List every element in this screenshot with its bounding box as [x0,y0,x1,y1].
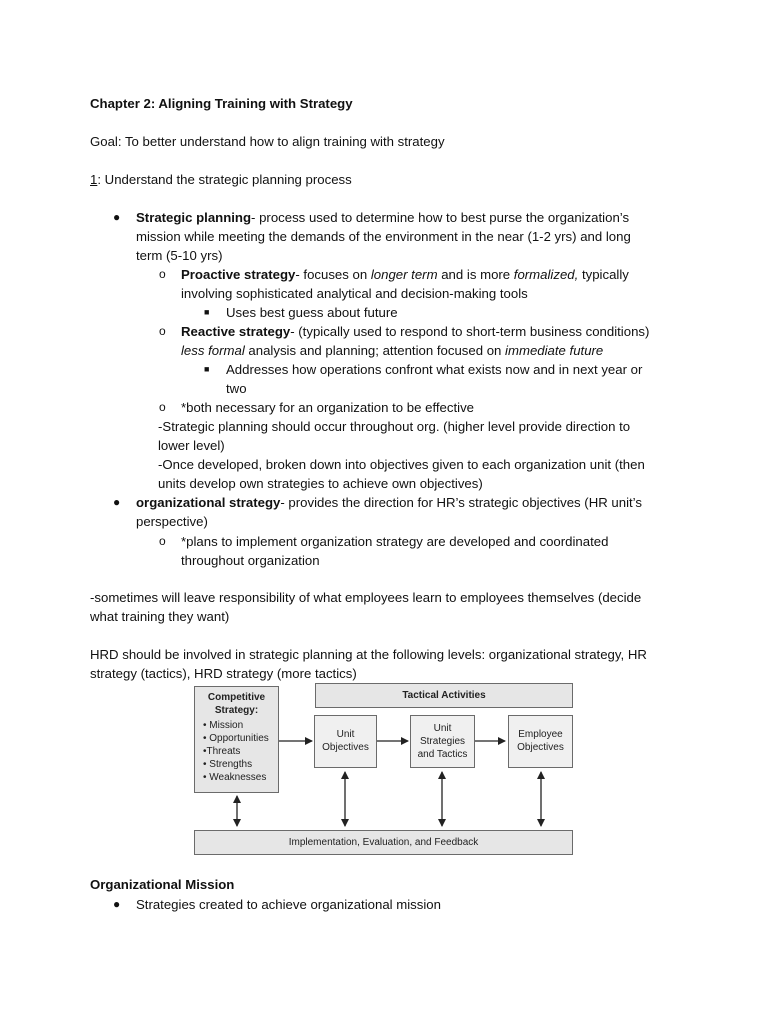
competitive-item: • Weaknesses [203,772,267,783]
section-number: 1 [90,172,98,187]
circle-bullet-icon: o [159,267,166,281]
org-strategy-term: organizational strategy [136,495,281,510]
competitive-strategy-box [194,686,279,793]
square-bullet-icon: ■ [204,364,210,374]
competitive-item: • Strengths [203,759,253,770]
employee-objectives-label-1: Employee [518,729,563,740]
strategic-planning-def: - process used to determine how to best purse the organization’s [251,210,630,225]
competitive-title-1: Competitive [207,692,266,703]
strategic-planning-line1 [136,208,629,227]
mission-bullet: Strategies created to achieve organizational mission [136,897,441,912]
circle-bullet-icon: o [159,400,166,414]
org-sub2: throughout organization [181,553,320,568]
proactive-term: Proactive strategy [181,267,296,282]
hrd-line1: HRD should be involved in strategic planning at the following levels: organizational strategy, HR [90,647,647,662]
unit-objectives-box [314,715,377,768]
unit-strategies-label-2: Strategies [419,736,466,747]
mission-heading: Organizational Mission [90,877,235,892]
unit-strategies-label-3: and Tactics [417,749,468,760]
sp-note-3: -Once developed, broken down into objectives given to each organization unit (then [158,457,645,472]
strategic-planning-line2: mission while meeting the demands of the environment in the near (1-2 yrs) and long [136,229,631,244]
proactive-text-c: and is more [437,267,514,282]
implementation-label: Implementation, Evaluation, and Feedback [288,837,479,848]
proactive-sub: Uses best guess about future [226,305,398,320]
employee-objectives-box [508,715,573,768]
org-strategy-def: - provides the direction for HR’s strategic objectives (HR unit’s [280,495,642,510]
reactive-text-b: analysis and planning; attention focused on [244,343,506,358]
section-heading-1 [90,170,352,189]
bullet-dot-icon: ● [113,210,121,224]
reactive-line2 [181,341,603,360]
org-strategy-line2: perspective) [136,514,208,529]
reactive-line1 [181,322,649,341]
bullet-dot-icon: ● [113,495,121,509]
sp-note-1: -Strategic planning should occur throughout org. (higher level provide direction to [158,419,631,434]
unit-strategies-box [410,715,475,768]
competitive-item: • Mission [203,720,244,731]
chapter-title: Chapter 2: Aligning Training with Strategy [90,96,353,111]
sp-note-2: lower level) [158,438,225,453]
tactical-activities-box [315,683,573,708]
org-sub1: *plans to implement organization strategy are developed and coordinated [181,534,609,549]
proactive-line1 [181,265,629,284]
sometimes-line2: what training they want) [90,609,230,624]
proactive-text-d: formalized, [513,267,579,282]
strategic-planning-line3: term (5-10 yrs) [136,248,223,263]
circle-bullet-icon: o [159,324,166,338]
sp-note-4: units develop own strategies to achieve own objectives) [158,476,483,491]
circle-bullet-icon: o [159,534,166,548]
sometimes-line1: -sometimes will leave responsibility of what employees learn to employees themselves (decide [90,590,642,605]
unit-objectives-label-1: Unit [336,729,355,740]
reactive-sub1: Addresses how operations confront what exists now and in next year or [226,362,643,377]
square-bullet-icon: ■ [204,307,210,317]
hrd-line2: strategy (tactics), HRD strategy (more tactics) [90,666,357,681]
both-necessary: *both necessary for an organization to be effective [181,400,474,415]
competitive-title-2: Strategy: [214,705,259,716]
goal-line: Goal: To better understand how to align training with strategy [90,134,445,149]
tactical-label: Tactical Activities [402,690,486,701]
reactive-def: - (typically used to respond to short-term business conditions) [290,324,650,339]
reactive-sub2: two [226,381,247,396]
reactive-term: Reactive strategy [181,324,291,339]
employee-objectives-label-2: Objectives [517,742,564,753]
competitive-list [195,719,278,784]
implementation-box [194,830,573,855]
strategic-planning-term: Strategic planning [136,210,252,225]
proactive-text-a: - focuses on [295,267,371,282]
reactive-text-a: less formal [181,343,245,358]
competitive-item: • Opportunities [203,733,269,744]
proactive-text-b: longer term [370,267,438,282]
strategy-diagram [192,683,576,858]
unit-strategies-label-1: Unit [433,723,452,734]
bullet-dot-icon: ● [113,897,121,911]
proactive-line2: involving sophisticated analytical and decision-making tools [181,286,528,301]
unit-objectives-label-2: Objectives [322,742,369,753]
reactive-text-c: immediate future [505,343,604,358]
org-strategy-line1 [136,493,642,512]
section-text: : Understand the strategic planning process [97,172,352,187]
competitive-item: •Threats [203,746,241,757]
proactive-text-e: typically [578,267,629,282]
